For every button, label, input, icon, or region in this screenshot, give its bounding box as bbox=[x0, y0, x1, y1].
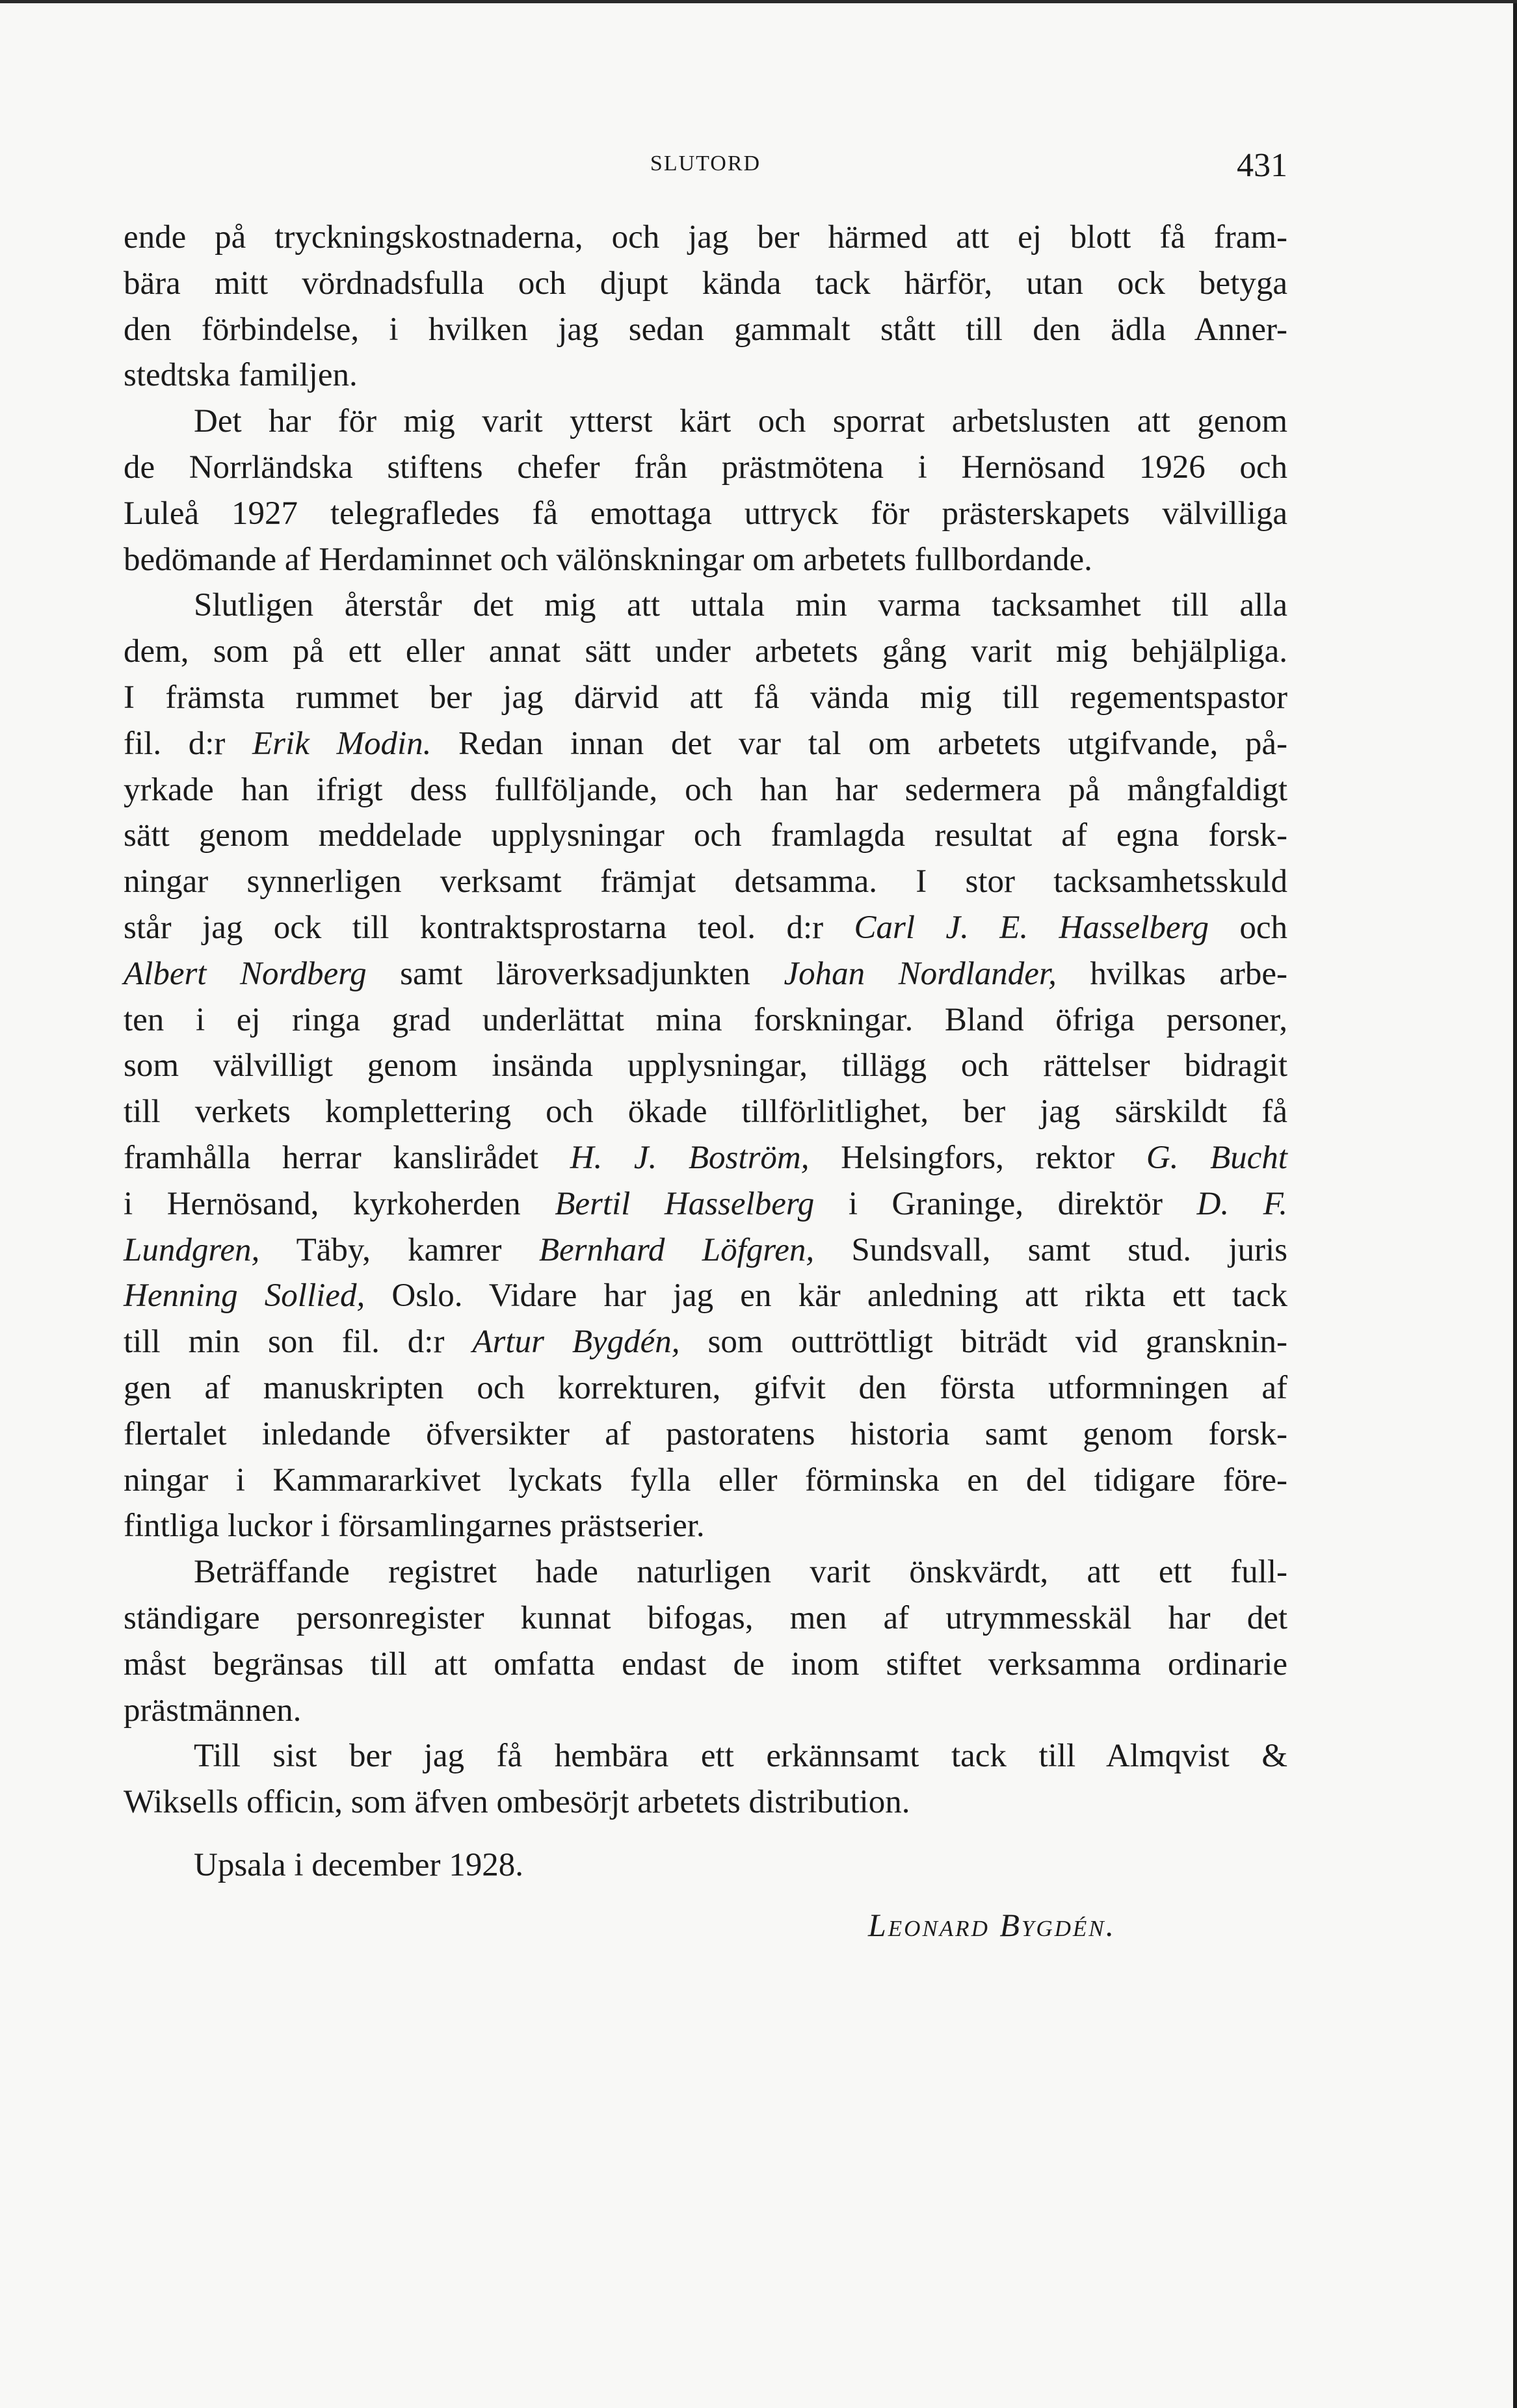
text-run: dem, som på ett eller annat sätt under arbetets gång varit mig behjälpliga. bbox=[124, 633, 1287, 670]
text-run: står jag ock till kontraktsprostarna teol. d:r bbox=[124, 909, 854, 946]
text-line bbox=[124, 1227, 1287, 1274]
italic-name: Carl J. E. Hasselberg bbox=[854, 909, 1209, 946]
text-line bbox=[124, 997, 1287, 1043]
italic-name: Bernhard Löfgren, bbox=[538, 1231, 815, 1268]
text-run: prästmännen. bbox=[124, 1692, 302, 1729]
running-head bbox=[124, 147, 1287, 190]
text-run: som outtröttligt biträdt vid gransknin- bbox=[679, 1324, 1287, 1361]
text-run: i Hernösand, kyrkoherden bbox=[124, 1185, 555, 1222]
text-run: fintliga luckor i församlingarnes prästserier. bbox=[124, 1508, 705, 1545]
text-line bbox=[124, 537, 1287, 583]
text-line bbox=[124, 1181, 1287, 1227]
text-run: Till sist ber jag få hembära ett erkännsamt tack till Almqvist & bbox=[194, 1738, 1287, 1775]
running-title: SLUTORD bbox=[650, 151, 761, 176]
text-line bbox=[124, 1503, 1287, 1549]
text-line bbox=[124, 905, 1287, 951]
body-text bbox=[124, 215, 1287, 1826]
text-line bbox=[124, 445, 1287, 491]
text-run: Slutligen återstår det mig att uttala min varma tacksamhet till alla bbox=[194, 587, 1287, 624]
text-run: Sundsvall, samt stud. juris bbox=[814, 1231, 1287, 1268]
text-run: måst begränsas till att omfatta endast de inom stiftet verksamma ordinarie bbox=[124, 1645, 1287, 1682]
italic-name: D. F. bbox=[1196, 1185, 1287, 1222]
text-run: ende på tryckningskostnaderna, och jag ber härmed att ej blott få fram- bbox=[124, 219, 1287, 255]
text-run: ningar i Kammararkivet lyckats fylla eller förminska en del tidigare före- bbox=[124, 1461, 1287, 1498]
text-run: fil. d:r bbox=[124, 725, 253, 762]
text-line bbox=[124, 1319, 1287, 1365]
text-run: till min son fil. d:r bbox=[124, 1324, 473, 1361]
text-line bbox=[124, 721, 1287, 767]
text-run: Beträffande registret hade naturligen varit önskvärdt, att ett full- bbox=[194, 1554, 1287, 1591]
italic-name: Henning Sollied, bbox=[124, 1277, 365, 1315]
text-line bbox=[124, 1411, 1287, 1458]
scan-top-edge bbox=[0, 0, 1517, 3]
text-run: Oslo. Vidare har jag en kär anledning att rikta ett tack bbox=[365, 1277, 1288, 1315]
italic-name: Bertil Hasselberg bbox=[555, 1185, 815, 1222]
text-line bbox=[124, 859, 1287, 905]
text-run: bedömande af Herdaminnet och välönskningar om arbetets fullbordande. bbox=[124, 541, 1092, 578]
text-line bbox=[124, 1549, 1287, 1595]
text-run: ten i ej ringa grad underlättat mina forskningar. Bland öfriga personer, bbox=[124, 1001, 1287, 1038]
text-line bbox=[124, 582, 1287, 629]
text-run: hvilkas arbe- bbox=[1056, 955, 1287, 992]
text-run: och bbox=[1208, 909, 1287, 946]
page-number: 431 bbox=[1237, 147, 1287, 184]
italic-name: G. Bucht bbox=[1146, 1139, 1287, 1176]
text-line bbox=[124, 1688, 1287, 1734]
italic-name: Artur Bygdén, bbox=[472, 1324, 680, 1361]
italic-name: Johan Nordlander, bbox=[784, 955, 1057, 992]
italic-name: Albert Nordberg bbox=[124, 955, 367, 992]
italic-name: Erik Modin. bbox=[252, 725, 432, 762]
text-line bbox=[124, 629, 1287, 675]
text-run: i Graninge, direktör bbox=[814, 1185, 1197, 1222]
text-run: I främsta rummet ber jag därvid att få vända mig till regementspastor bbox=[124, 679, 1287, 716]
text-run: Redan innan det var tal om arbetets utgifvande, på- bbox=[431, 725, 1287, 762]
italic-name: H. J. Boström, bbox=[570, 1139, 810, 1176]
text-line bbox=[124, 1779, 1287, 1826]
text-run: ständigare personregister kunnat bifogas, men af utrymmesskäl har det bbox=[124, 1599, 1287, 1636]
text-line bbox=[124, 261, 1287, 307]
text-run: Täby, kamrer bbox=[259, 1231, 539, 1268]
author-signature: Leonard Bygdén. bbox=[868, 1907, 1116, 1943]
italic-name: Lundgren, bbox=[124, 1231, 260, 1268]
text-run: Wiksells officin, som äfven ombesörjt arbetets distribution. bbox=[124, 1784, 910, 1821]
text-line bbox=[124, 767, 1287, 813]
text-line bbox=[124, 951, 1287, 997]
text-run: som välvilligt genom insända upplysningar, tillägg och rättelser bidragit bbox=[124, 1047, 1287, 1084]
text-run: till verkets komplettering och ökade tillförlitlighet, ber jag särskildt få bbox=[124, 1093, 1287, 1131]
text-run: yrkade han ifrigt dess fullföljande, och han har sedermera på mångfaldigt bbox=[124, 771, 1287, 808]
text-run: gen af manuskripten och korrekturen, gifvit den första utformningen af bbox=[124, 1369, 1287, 1406]
text-run: de Norrländska stiftens chefer från prästmötena i Hernösand 1926 och bbox=[124, 449, 1287, 486]
text-line bbox=[124, 1089, 1287, 1135]
text-line bbox=[124, 1273, 1287, 1319]
text-run: Helsingfors, rektor bbox=[809, 1139, 1146, 1176]
text-run: Det har för mig varit ytterst kärt och sporrat arbetslusten att genom bbox=[194, 403, 1287, 440]
text-line bbox=[124, 1043, 1287, 1089]
text-run: ningar synnerligen verksamt främjat detsamma. I stor tacksamhetsskuld bbox=[124, 863, 1287, 900]
text-line bbox=[124, 1642, 1287, 1688]
text-run: Luleå 1927 telegrafledes få emottaga uttryck för prästerskapets välvilliga bbox=[124, 495, 1287, 532]
text-run: flertalet inledande öfversikter af pastoratens historia samt genom forsk- bbox=[124, 1415, 1287, 1452]
signoff bbox=[124, 1846, 1287, 1976]
text-line bbox=[124, 307, 1287, 353]
text-line bbox=[124, 399, 1287, 445]
text-line bbox=[124, 1733, 1287, 1779]
text-run: framhålla herrar kanslirådet bbox=[124, 1139, 570, 1176]
text-run: bära mitt vördnadsfulla och djupt kända tack härför, utan ock betyga bbox=[124, 265, 1287, 302]
text-line bbox=[124, 1595, 1287, 1642]
text-run: samt läroverksadjunkten bbox=[366, 955, 784, 992]
text-line bbox=[124, 491, 1287, 537]
text-run: sätt genom meddelade upplysningar och framlagda resultat af egna forsk- bbox=[124, 817, 1287, 854]
text-run: stedtska familjen. bbox=[124, 357, 358, 394]
text-line bbox=[124, 675, 1287, 721]
place-date: Upsala i december 1928. bbox=[194, 1847, 523, 1883]
text-line bbox=[124, 1135, 1287, 1181]
text-run: den förbindelse, i hvilken jag sedan gammalt stått till den ädla Anner- bbox=[124, 311, 1287, 348]
text-line bbox=[124, 352, 1287, 399]
text-line bbox=[124, 813, 1287, 859]
text-line bbox=[124, 1365, 1287, 1411]
text-line bbox=[124, 215, 1287, 261]
text-line bbox=[124, 1458, 1287, 1504]
